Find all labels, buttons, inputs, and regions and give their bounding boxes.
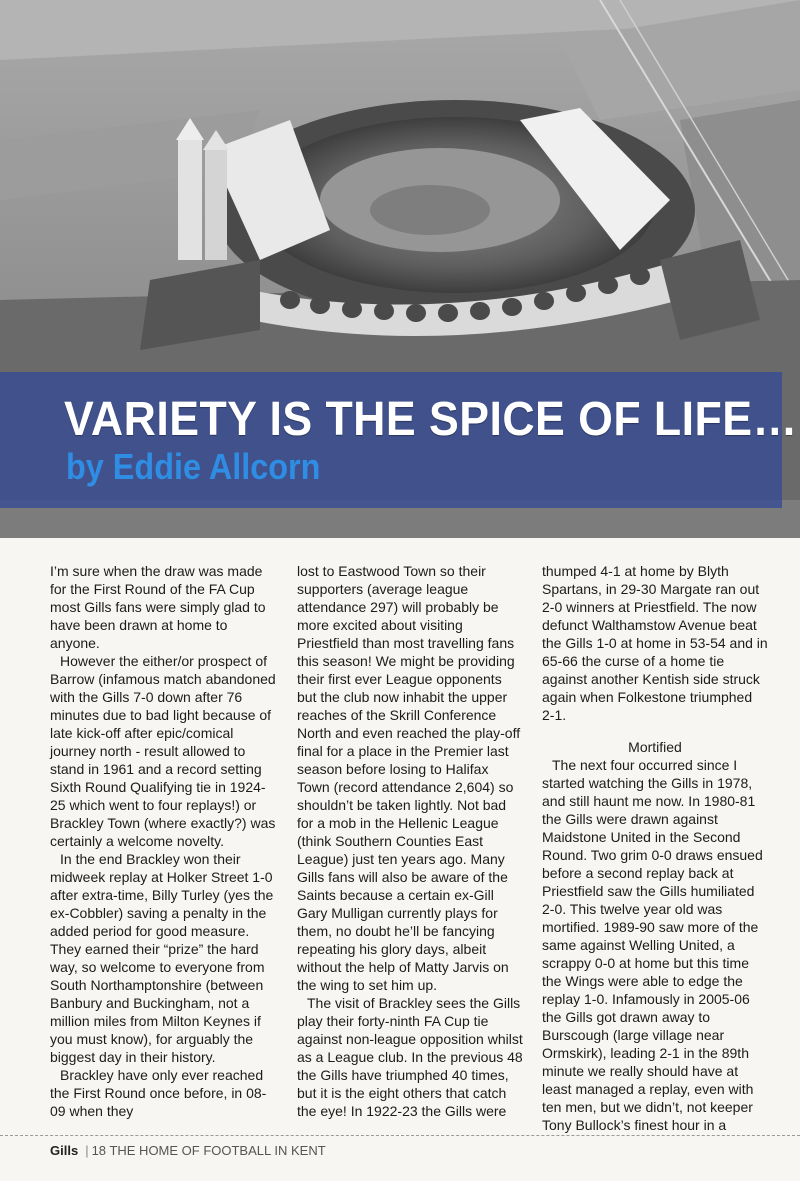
subheading-mortified: Mortified (628, 739, 682, 755)
paragraph: Brackley have only ever reached the First Round once before, in 08-09 when they (50, 1067, 267, 1119)
paragraph: The next four occurred since I started watching the Gills in 1978, and still haunt me now. In 1980-81 the Gills were drawn against Maidstone United in the Second Round. Two grim 0-0 draws ensued before a second replay back at Priestfield saw the Gills humiliated 2-0. This twelve year old was mortified. 1989-90 saw more of the same against Welling United, a scrappy 0-0 at home but this time the Wings were able to edge the replay 1-0. Infamously in 2005-06 the Gills got drawn away to Burscough (large village near Ormskirk), leading 2-1 in the 89th minute we really should have at least managed a replay, even with ten men, but we didn’t, not keeper Tony Bullock’s finest hour in a (542, 757, 763, 1133)
paragraph: The visit of Brackley sees the Gills play their forty-ninth FA Cup tie against non-league opposition whilst as a League club. In the previous 48 the Gills have triumphed 40 times, but it is the eight others that catch the eye! In 1922-23 the Gills were (297, 995, 523, 1119)
article-column-1 (50, 562, 276, 1120)
paragraph: thumped 4-1 at home by Blyth Spartans, in 29-30 Margate ran out 2-0 winners at Priestfield. The now defunct Walthamstow Avenue beat the Gills 1-0 at home in 53-54 and in 65-66 the curse of a home tie against another Kentish side struck again when Folkestone triumphed 2-1. (542, 563, 768, 723)
article-column-2 (297, 562, 523, 1120)
publication-title: THE HOME OF FOOTBALL IN KENT (109, 1143, 326, 1158)
paragraph: lost to Eastwood Town so their supporters (average league attendance 297) will probably be more excited about visiting Priestfield than most travelling fans this season! We might be providing their first ever League opponents but the club now inhabit the upper reaches of the Skrill Conference North and even reached the play-off final for a place in the Premier last season before losing to Halifax Town (record attendance 2,604) so shouldn’t be taken lightly. Not bad for a mob in the Hellenic League (think Southern Counties East League) just ten years ago. Many Gills fans will also be aware of the Saints because a certain ex-Gill Gary Mulligan currently plays for them, no doubt he’ll be fancying repeating his glory days, albeit without the help of Matty Jarvis on the wing to set him up. (297, 563, 521, 993)
article-title: VARIETY IS THE SPICE OF LIFE… (64, 393, 798, 446)
article-byline: by Eddie Allcorn (66, 446, 321, 487)
page-footer (50, 1143, 326, 1158)
article-body (50, 562, 770, 1132)
paragraph: In the end Brackley won their midweek replay at Holker Street 1-0 after extra-time, Billy Turley (yes the ex-Cobbler) saving a penalty in the added period for good measure. They earned their “prize” the hard way, so welcome to everyone from South Northamptonshire (between Banbury and Buckingham, not a million miles from Milton Keynes if you must know), for arguably the biggest day in their history. (50, 851, 274, 1065)
paragraph: However the either/or prospect of Barrow (infamous match abandoned with the Gills 7-0 down after 76 minutes due to bad light because of late kick-off after epic/comical journey north - result allowed to stand in 1961 and a record setting Sixth Round Qualifying tie in 1924-25 which went to four replays!) or Brackley Town (where exactly?) was certainly a welcome novelty. (50, 653, 276, 849)
paragraph: I’m sure when the draw was made for the First Round of the FA Cup most Gills fans were simply glad to have been drawn at home to anyone. (50, 563, 266, 651)
footer-separator: | (85, 1143, 89, 1158)
page-number: 18 (91, 1143, 107, 1158)
article-column-3 (542, 562, 768, 1134)
club-logo: Gills (50, 1143, 79, 1158)
footer-divider (0, 1135, 800, 1136)
